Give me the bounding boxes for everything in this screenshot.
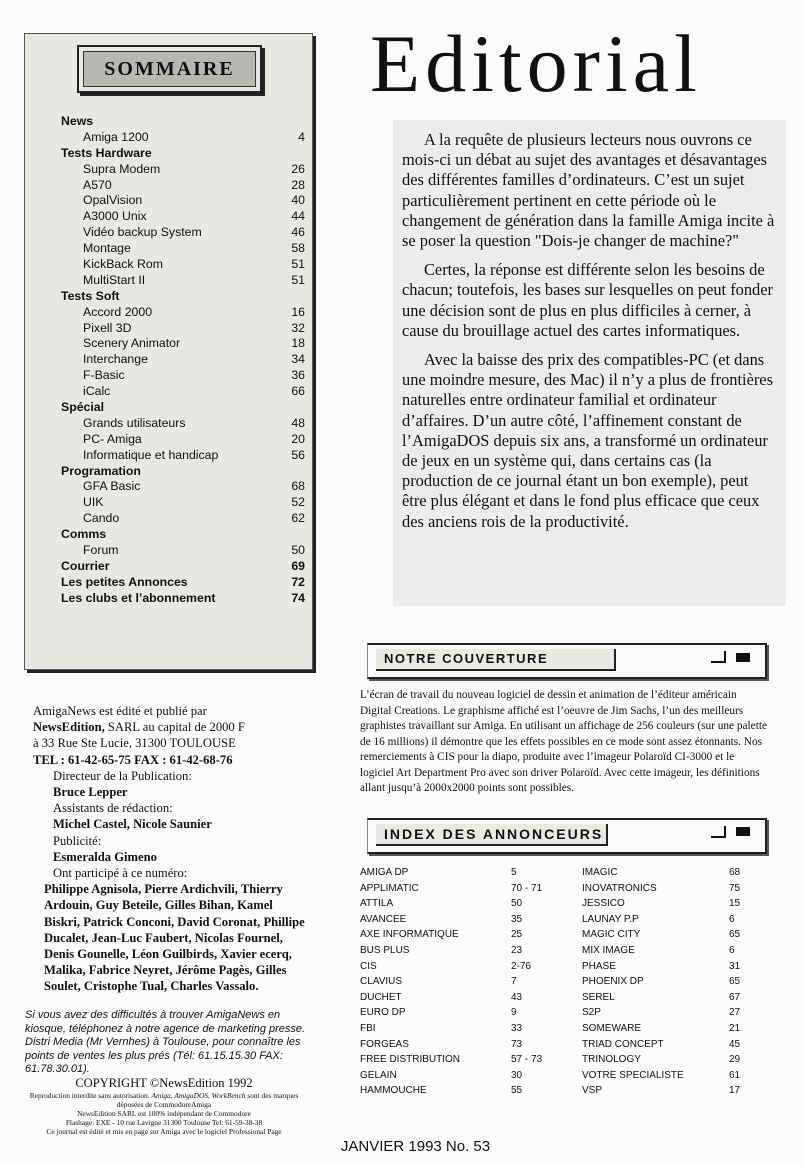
index-row <box>360 1037 760 1053</box>
toc-label: Spécial <box>61 400 105 415</box>
advertiser-name: CIS <box>360 960 377 972</box>
toc-entry <box>61 257 305 273</box>
toc-label: Amiga 1200 <box>83 129 149 144</box>
toc-entry <box>61 384 305 400</box>
toc-label: iCalc <box>83 384 111 399</box>
toc-label: A570 <box>83 177 112 192</box>
toc-section <box>61 400 305 416</box>
advertiser-page: 6 <box>729 944 735 956</box>
toc-label: Supra Modem <box>83 161 161 176</box>
index-banner <box>367 818 767 854</box>
toc-page-number: 69 <box>291 558 305 573</box>
advertiser-page: 43 <box>511 991 523 1003</box>
advertiser-name: AXE INFORMATIQUE <box>360 929 459 941</box>
toc-page-number <box>265 464 305 480</box>
toc-label: OpalVision <box>83 193 143 208</box>
advertiser-name: EURO DP <box>360 1007 406 1019</box>
advertiser-page: 65 <box>729 929 741 941</box>
advertiser-page: 35 <box>511 913 523 925</box>
index-row <box>360 1068 760 1084</box>
toc-entry <box>61 225 305 241</box>
advertiser-name: MAGIC CITY <box>582 929 641 941</box>
advertiser-name: VOTRE SPECIALISTE <box>582 1069 684 1081</box>
toc-entry <box>61 479 305 495</box>
publisher-capital: SARL au capital de 2000 F <box>104 720 245 735</box>
publisher-address: à 33 Rue Ste Lucie, 31300 TOULOUSE <box>33 736 236 751</box>
advertiser-page: 6 <box>729 913 735 925</box>
advertiser-page: 25 <box>511 929 523 941</box>
toc-page-number: 50 <box>291 543 305 558</box>
toc-label: Pixell 3D <box>83 320 132 335</box>
toc-entry <box>61 416 305 432</box>
toc-page-number: 18 <box>291 336 305 351</box>
toc-page-number <box>265 114 305 130</box>
contact-note: Si vous avez des difficultés à trouver AmigaNews en kiosque, téléphonez à notre agence de marketing presse. Distri Media (Mr Vernhes) à Toulouse, pour connaître les points de ventes les plus prés (Tél: 61.15.15.30 FAX: 61.78.30.01). <box>25 1009 306 1075</box>
director-label: Directeur de la Publication: <box>53 768 192 783</box>
toc-section <box>61 575 305 591</box>
toc-entry <box>61 432 305 448</box>
advertiser-name: IMAGIC <box>582 867 618 878</box>
toc-entry <box>61 241 305 257</box>
assistants-label: Assistants de rédaction: <box>53 801 173 816</box>
copyright-line-1: Reproduction interdite sans autorisation. <box>29 1091 150 1100</box>
toc-label: A3000 Unix <box>83 209 147 224</box>
advertiser-page: 2-76 <box>511 960 532 972</box>
advertiser-name: TRIAD CONCEPT <box>582 1038 664 1050</box>
toc-page-number: 44 <box>291 209 305 224</box>
index-label: INDEX DES ANNONCEURS <box>376 824 608 846</box>
advertiser-name: SEREL <box>582 991 615 1003</box>
toc-section <box>61 114 305 130</box>
index-row <box>360 1052 760 1068</box>
advertiser-page: 33 <box>511 1022 523 1034</box>
toc-page-number: 20 <box>291 431 305 446</box>
advertiser-page: 70 - 71 <box>511 882 543 894</box>
toc-page-number: 26 <box>291 161 305 176</box>
index-row <box>360 990 760 1006</box>
copyright-trademarks: Amiga, AmigaDOS, WorkBench <box>151 1091 246 1100</box>
toc-entry <box>61 273 305 289</box>
copyright-line-3: NewsEdition SARL est 100% indépendant de Commodore <box>77 1109 251 1118</box>
toc-entry <box>61 352 305 368</box>
toc-section <box>61 591 305 607</box>
advertiser-page: 55 <box>511 1085 523 1097</box>
toc-label: UIK <box>83 495 104 510</box>
toc-label: Forum <box>83 543 119 558</box>
advertiser-name: HAMMOUCHE <box>360 1085 427 1097</box>
table-of-contents <box>61 114 305 607</box>
director-name: Bruce Lepper <box>53 785 128 800</box>
publisher-line <box>33 719 308 735</box>
toc-label: Montage <box>83 241 131 256</box>
sommaire-title: SOMMAIRE <box>83 51 256 87</box>
toc-label: GFA Basic <box>83 479 141 494</box>
toc-label: F-Basic <box>83 368 125 383</box>
publicite-label: Publicité: <box>53 833 102 848</box>
advertiser-name: LAUNAY P.P <box>582 913 639 925</box>
index-row <box>360 1021 760 1037</box>
advertiser-page: 73 <box>511 1038 523 1050</box>
advertiser-page: 21 <box>729 1022 741 1034</box>
toc-page-number: 40 <box>291 193 305 208</box>
advertiser-name: FREE DISTRIBUTION <box>360 1054 461 1066</box>
toc-label: Les clubs et l’abonnement <box>61 590 216 605</box>
toc-page-number: 68 <box>291 479 305 494</box>
index-row <box>360 974 760 990</box>
advertiser-page: 30 <box>511 1069 523 1081</box>
copyright-title: COPYRIGHT ©NewsEdition 1992 <box>75 1076 253 1090</box>
index-row <box>360 896 760 912</box>
participants-label: Ont participé à ce numéro: <box>53 866 188 881</box>
assistants-names: Michel Castel, Nicole Saunier <box>53 817 212 832</box>
toc-section <box>61 289 305 305</box>
toc-section <box>61 527 305 543</box>
advertiser-name: PHOENIX DP <box>582 976 644 988</box>
advertiser-page: 23 <box>511 944 523 956</box>
advertiser-name: DUCHET <box>360 991 402 1003</box>
advertiser-name: GELAIN <box>360 1069 397 1081</box>
sommaire-box <box>24 33 313 670</box>
toc-section <box>61 146 305 162</box>
toc-entry <box>61 495 305 511</box>
couverture-banner <box>367 643 767 679</box>
toc-page-number: 72 <box>291 574 305 589</box>
advertiser-page: 50 <box>511 898 523 910</box>
index-row <box>360 865 760 881</box>
toc-label: KickBack Rom <box>83 257 163 272</box>
toc-label: Scenery Animator <box>83 336 181 351</box>
toc-page-number: 28 <box>291 177 305 192</box>
advertiser-name: SOMEWARE <box>582 1022 642 1034</box>
advertiser-page: 29 <box>729 1054 741 1066</box>
participants-list: Philippe Agnisola, Pierre Ardichvili, Thierry Ardouin, Guy Beteile, Gilles Bihan, Kamel Biskri, Patrick Conconi, David Coronat, Phillipe Ducalet, Jean-Luc Faubert, Nicolas Fournel, Denis Gounelle, Léon Guilbirds, Xavier ecerq, Malika, Fabrice Neyret, Jérôme Pagès, Gilles Soulet, Cristophe Tual, Charles Vassalo. <box>44 882 305 994</box>
toc-page-number: 66 <box>291 384 305 399</box>
editorial-paragraph: Certes, la réponse est différente selon les besoins de chacun; toutefois, les bases sur lesquelles on peut fonder une décision sont de plus en plus difficiles à cerner, à cause du brouillage actuel des cartes informatiques. <box>402 260 773 340</box>
toc-entry <box>61 448 305 464</box>
toc-entry <box>61 543 305 559</box>
toc-entry <box>61 130 305 146</box>
issue-footer: JANVIER 1993 No. 53 <box>340 1138 491 1155</box>
toc-label: Comms <box>61 527 107 542</box>
publicite-name: Esmeralda Gimeno <box>53 849 157 864</box>
advertiser-page: 67 <box>729 991 741 1003</box>
index-row <box>360 927 760 943</box>
advertisers-index <box>360 865 760 1099</box>
advertiser-name: BUS PLUS <box>360 944 410 956</box>
publisher-phone: TEL : 61-42-65-75 FAX : 61-42-68-76 <box>33 752 233 767</box>
advertiser-name: VSP <box>582 1085 603 1097</box>
advertiser-page: 57 - 73 <box>511 1054 543 1066</box>
advertiser-name: AVANCEE <box>360 913 407 925</box>
couverture-label: NOTRE COUVERTURE <box>376 649 616 671</box>
toc-page-number: 51 <box>291 257 305 272</box>
publisher-name: NewsEdition, <box>33 720 105 735</box>
advertiser-page: 17 <box>729 1085 741 1097</box>
advertiser-name: CLAVIUS <box>360 976 403 988</box>
index-row <box>360 943 760 959</box>
corner-bracket-icon <box>711 651 726 663</box>
index-row <box>360 1083 760 1099</box>
toc-entry <box>61 336 305 352</box>
advertiser-page: 7 <box>511 976 517 988</box>
advertiser-page: 15 <box>729 898 741 910</box>
copyright-line-4: Flashage: EXE - 10 rue Lavigne 31300 Toulouse Tel: 61-59-38-38 <box>65 1118 263 1127</box>
toc-label: Interchange <box>83 352 148 367</box>
advertiser-name: INOVATRONICS <box>582 882 657 894</box>
credits <box>33 703 308 995</box>
toc-entry <box>61 162 305 178</box>
block-icon <box>736 827 750 836</box>
toc-label: Les petites Annonces <box>61 574 188 589</box>
copyright-line-2: sont des marques déposées de CommodoreAmiga <box>116 1091 299 1109</box>
advertiser-name: MIX IMAGE <box>582 944 635 956</box>
advertiser-page: 45 <box>729 1038 741 1050</box>
toc-page-number: 32 <box>291 320 305 335</box>
advertiser-page: 9 <box>511 1007 517 1019</box>
toc-page-number <box>265 289 305 305</box>
toc-page-number <box>265 146 305 162</box>
toc-section <box>61 559 305 575</box>
advertiser-name: S2P <box>582 1007 601 1019</box>
toc-page-number: 74 <box>291 590 305 605</box>
toc-page-number: 46 <box>291 225 305 240</box>
toc-label: Accord 2000 <box>83 304 153 319</box>
copyright-line-5: Ce journal est édité et mis en page sur Amiga avec le logiciel Professional Page <box>46 1127 282 1136</box>
toc-page-number: 56 <box>291 447 305 462</box>
couverture-text: L’écran de travail du nouveau logiciel de dessin et animation de l’éditeur américain Digital Creations. Le graphisme affiché est l’oeuvre de Jim Sachs, l’un des meilleurs graphistes travaillant sur Amiga. En utilisant un affichage de 256 couleurs (sur une palette de 16 millions) il démontre que les effets possibles en ce mode sont assez étonnants. Nos remerciements à CIS pour la diapo, produite avec l’imageur Polaroïd CI-3000 et le logiciel Art Department Pro avec son driver Polaroïd. Avec cette imageur, les définitions allant jusqu’à 2000x2000 points sont possibles. <box>360 689 767 794</box>
corner-bracket-icon <box>711 826 726 838</box>
toc-page-number: 34 <box>291 352 305 367</box>
toc-label: Tests Soft <box>61 288 120 303</box>
block-icon <box>736 653 750 662</box>
toc-entry <box>61 209 305 225</box>
toc-label: Courrier <box>61 558 110 573</box>
index-row <box>360 959 760 975</box>
toc-label: Grands utilisateurs <box>83 415 186 430</box>
toc-page-number <box>265 400 305 416</box>
advertiser-page: 65 <box>729 976 741 988</box>
copyright-block <box>24 1076 304 1136</box>
toc-page-number: 48 <box>291 415 305 430</box>
toc-label: PC- Amiga <box>83 431 142 446</box>
advertiser-name: AMIGA DP <box>360 867 409 878</box>
editorial-text <box>402 130 777 541</box>
advertiser-page: 31 <box>729 960 741 972</box>
toc-entry <box>61 321 305 337</box>
toc-page-number: 4 <box>298 129 305 144</box>
toc-label: Tests Hardware <box>61 145 152 160</box>
toc-page-number: 36 <box>291 368 305 383</box>
editorial-heading: Editorial <box>370 18 702 109</box>
advertiser-name: JESSICO <box>582 898 625 910</box>
toc-page-number: 52 <box>291 495 305 510</box>
toc-label: MultiStart II <box>83 272 146 287</box>
sommaire-title-frame <box>77 45 262 93</box>
toc-label: Programation <box>61 463 141 478</box>
advertiser-page: 75 <box>729 882 741 894</box>
editorial-paragraph: Avec la baisse des prix des compatibles-PC (et dans une moindre mesure, des Mac) il n’y a plus de frontières naturelles entre ordinateur familial et ordinateur d’affaires. D’un autre côté, l’affinement constant de l’AmigaDOS depuis six ans, a transformé un ordinateur de jeux en un système qui, dans certains cas (la production de ce journal étant un bon exemple), peut être plus élégant et dans le fond plus efficace que ceux des anciens rois de la productivité. <box>402 350 773 531</box>
advertiser-name: PHASE <box>582 960 616 972</box>
toc-page-number: 62 <box>291 511 305 526</box>
publisher-intro: AmigaNews est édité et publié par <box>33 704 207 718</box>
toc-page-number <box>265 527 305 543</box>
advertiser-name: TRINOLOGY <box>582 1054 641 1066</box>
copyright-fine-print <box>24 1091 304 1136</box>
advertiser-page: 68 <box>729 867 741 878</box>
index-row <box>360 1005 760 1021</box>
advertiser-page: 27 <box>729 1007 741 1019</box>
advertiser-name: ATTILA <box>360 898 394 910</box>
index-row <box>360 881 760 897</box>
toc-label: Informatique et handicap <box>83 447 219 462</box>
toc-label: News <box>61 114 94 128</box>
toc-page-number: 16 <box>291 304 305 319</box>
advertiser-name: FORGEAS <box>360 1038 409 1050</box>
advertiser-name: APPLIMATIC <box>360 882 419 894</box>
advertiser-page: 5 <box>511 867 517 878</box>
advertiser-name: FBI <box>360 1022 376 1034</box>
toc-entry <box>61 511 305 527</box>
toc-page-number: 51 <box>291 272 305 287</box>
toc-entry <box>61 305 305 321</box>
toc-entry <box>61 193 305 209</box>
editorial-paragraph: A la requête de plusieurs lecteurs nous ouvrons ce mois-ci un débat au sujet des avantages et désavantages des différentes familles d’ordinateurs. C’est un sujet particulièrement pertinent en cette période où le changement de génération dans la famille Amiga incite à se poser la question "Dois-je changer de machine?" <box>402 130 775 251</box>
toc-label: Vidéo backup System <box>83 225 202 240</box>
toc-entry <box>61 368 305 384</box>
toc-page-number: 58 <box>291 241 305 256</box>
index-row <box>360 912 760 928</box>
toc-label: Cando <box>83 511 120 526</box>
toc-section <box>61 464 305 480</box>
toc-entry <box>61 178 305 194</box>
advertiser-page: 61 <box>729 1069 741 1081</box>
